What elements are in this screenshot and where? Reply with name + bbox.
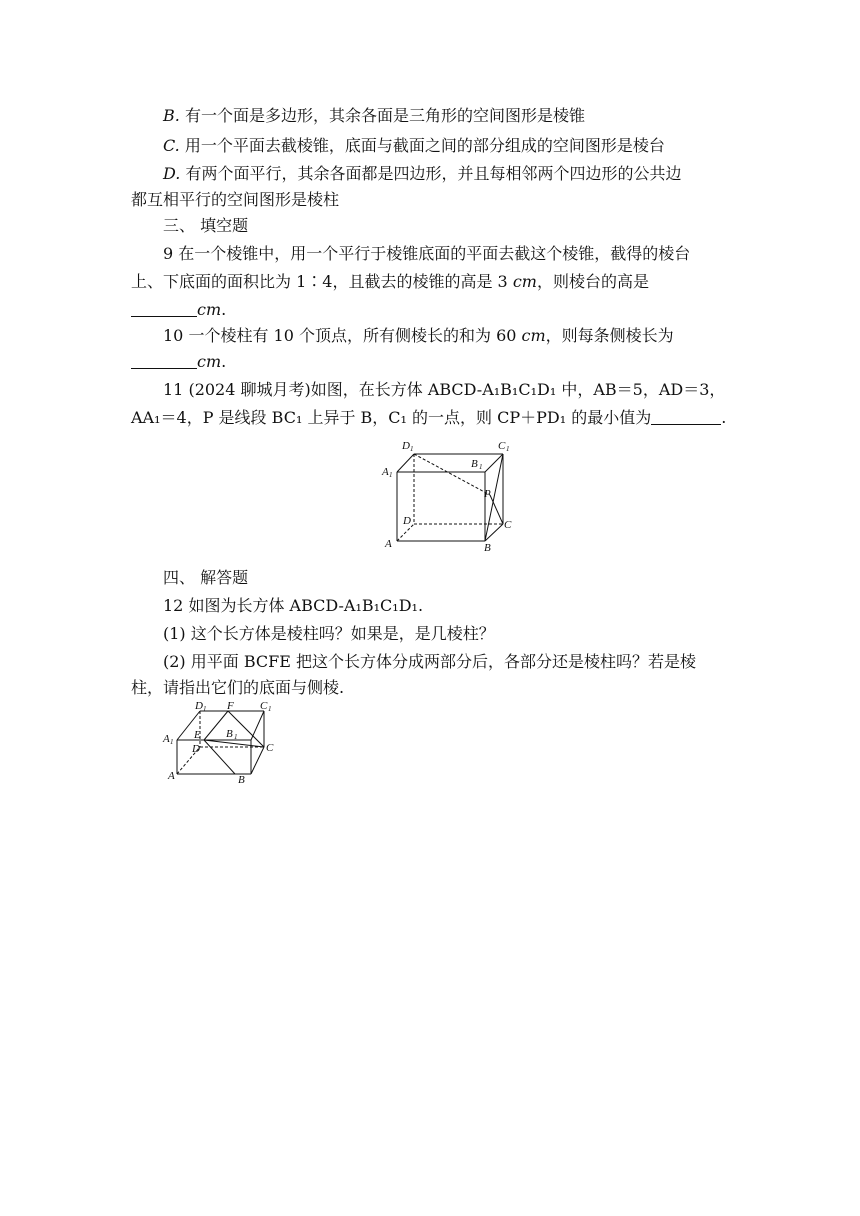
label-b1: B (471, 458, 478, 470)
q9-text-a: 上、下底面的面积比为 1∶4，且截去的棱锥的高是 3 (131, 272, 513, 291)
label-a: A (168, 770, 175, 782)
q9-text-b: ，则棱台的高是 (536, 272, 649, 291)
label-b: B (238, 774, 245, 786)
option-c (163, 134, 763, 158)
option-d-line1 (163, 162, 731, 186)
label-c: C (266, 742, 274, 754)
option-c-letter: C. (163, 136, 180, 155)
q9-line3 (131, 298, 731, 322)
q11-period: . (721, 408, 727, 427)
q12-part2-line1: (2) 用平面 BCFE 把这个长方体分成两部分后，各部分还是棱柱吗？若是棱 (163, 652, 697, 671)
label-d1: D (402, 440, 410, 452)
q10-unit-end: cm (197, 352, 222, 371)
label-d1: D (195, 700, 203, 712)
section-3-heading: 三、 填空题 (163, 216, 249, 235)
label-f: F (227, 700, 234, 712)
label-d: D (192, 743, 200, 755)
q11-text: AA₁＝4，P 是线段 BC₁ 上异于 B，C₁ 的一点，则 CP＋PD₁ 的最小值为 (131, 408, 652, 427)
option-b (163, 104, 763, 128)
q12-cuboid-figure (160, 698, 285, 788)
q11-line1: 11 (2024 聊城月考)如图，在长方体 ABCD-A₁B₁C₁D₁ 中，AB＝5，AD＝3， (163, 380, 726, 399)
label-c1-sub: 1 (268, 705, 272, 713)
label-a1: A (382, 466, 389, 478)
q11-line2 (131, 406, 731, 430)
label-b1-sub: 1 (234, 733, 238, 741)
label-d1-sub: 1 (203, 705, 207, 713)
label-c1: C (260, 700, 268, 712)
option-b-text: 有一个面是多边形，其余各面是三角形的空间图形是棱锥 (184, 106, 585, 125)
label-b1: B (226, 728, 233, 740)
q10-text-b: ，则每条侧棱长为 (545, 326, 674, 345)
q10-line1 (163, 324, 763, 348)
option-d-text: 有两个面平行，其余各面都是四边形，并且每相邻两个四边形的公共边 (185, 164, 682, 183)
option-d-letter: D. (163, 164, 181, 183)
q9-answer-blank[interactable] (131, 300, 197, 317)
label-c1-sub: 1 (506, 445, 510, 453)
label-d: D (403, 515, 411, 527)
q12-intro: 12 如图为长方体 ABCD-A₁B₁C₁D₁. (163, 596, 424, 615)
label-a1: A (163, 733, 170, 745)
option-d-line2: 都互相平行的空间图形是棱柱 (131, 190, 340, 209)
q9-line1: 9 在一个棱锥中，用一个平行于棱锥底面的平面去截这个棱锥，截得的棱台 (163, 244, 691, 263)
q10-unit-mid: cm (521, 326, 546, 345)
option-c-text: 用一个平面去截棱锥，底面与截面之间的部分组成的空间图形是棱台 (184, 136, 665, 155)
q11-cuboid-figure (370, 435, 520, 553)
q9-unit-end: cm (197, 300, 222, 319)
label-a: A (385, 538, 392, 550)
q10-answer-blank[interactable] (131, 352, 197, 369)
option-b-letter: B. (163, 106, 180, 125)
label-p: P (484, 488, 491, 500)
label-b1-sub: 1 (479, 463, 483, 471)
label-a1-sub: 1 (170, 738, 174, 746)
q9-unit-mid: cm (512, 272, 537, 291)
label-b: B (484, 542, 491, 553)
q9-line2 (131, 270, 731, 294)
section-4-heading: 四、 解答题 (163, 568, 249, 587)
q10-line2 (131, 350, 731, 374)
q10-period: . (221, 352, 227, 371)
q11-answer-blank[interactable] (651, 408, 721, 425)
q10-text-a: 10 一个棱柱有 10 个顶点，所有侧棱长的和为 60 (163, 326, 522, 345)
q9-period: . (221, 300, 227, 319)
q12-part2-line2: 柱，请指出它们的底面与侧棱. (131, 678, 345, 697)
label-c: C (504, 519, 512, 531)
label-e: E (194, 729, 201, 741)
label-d1-sub: 1 (410, 445, 414, 453)
label-c1: C (498, 440, 506, 452)
label-a1-sub: 1 (389, 471, 393, 479)
q12-part1: (1) 这个长方体是棱柱吗？如果是，是几棱柱？ (163, 624, 495, 643)
